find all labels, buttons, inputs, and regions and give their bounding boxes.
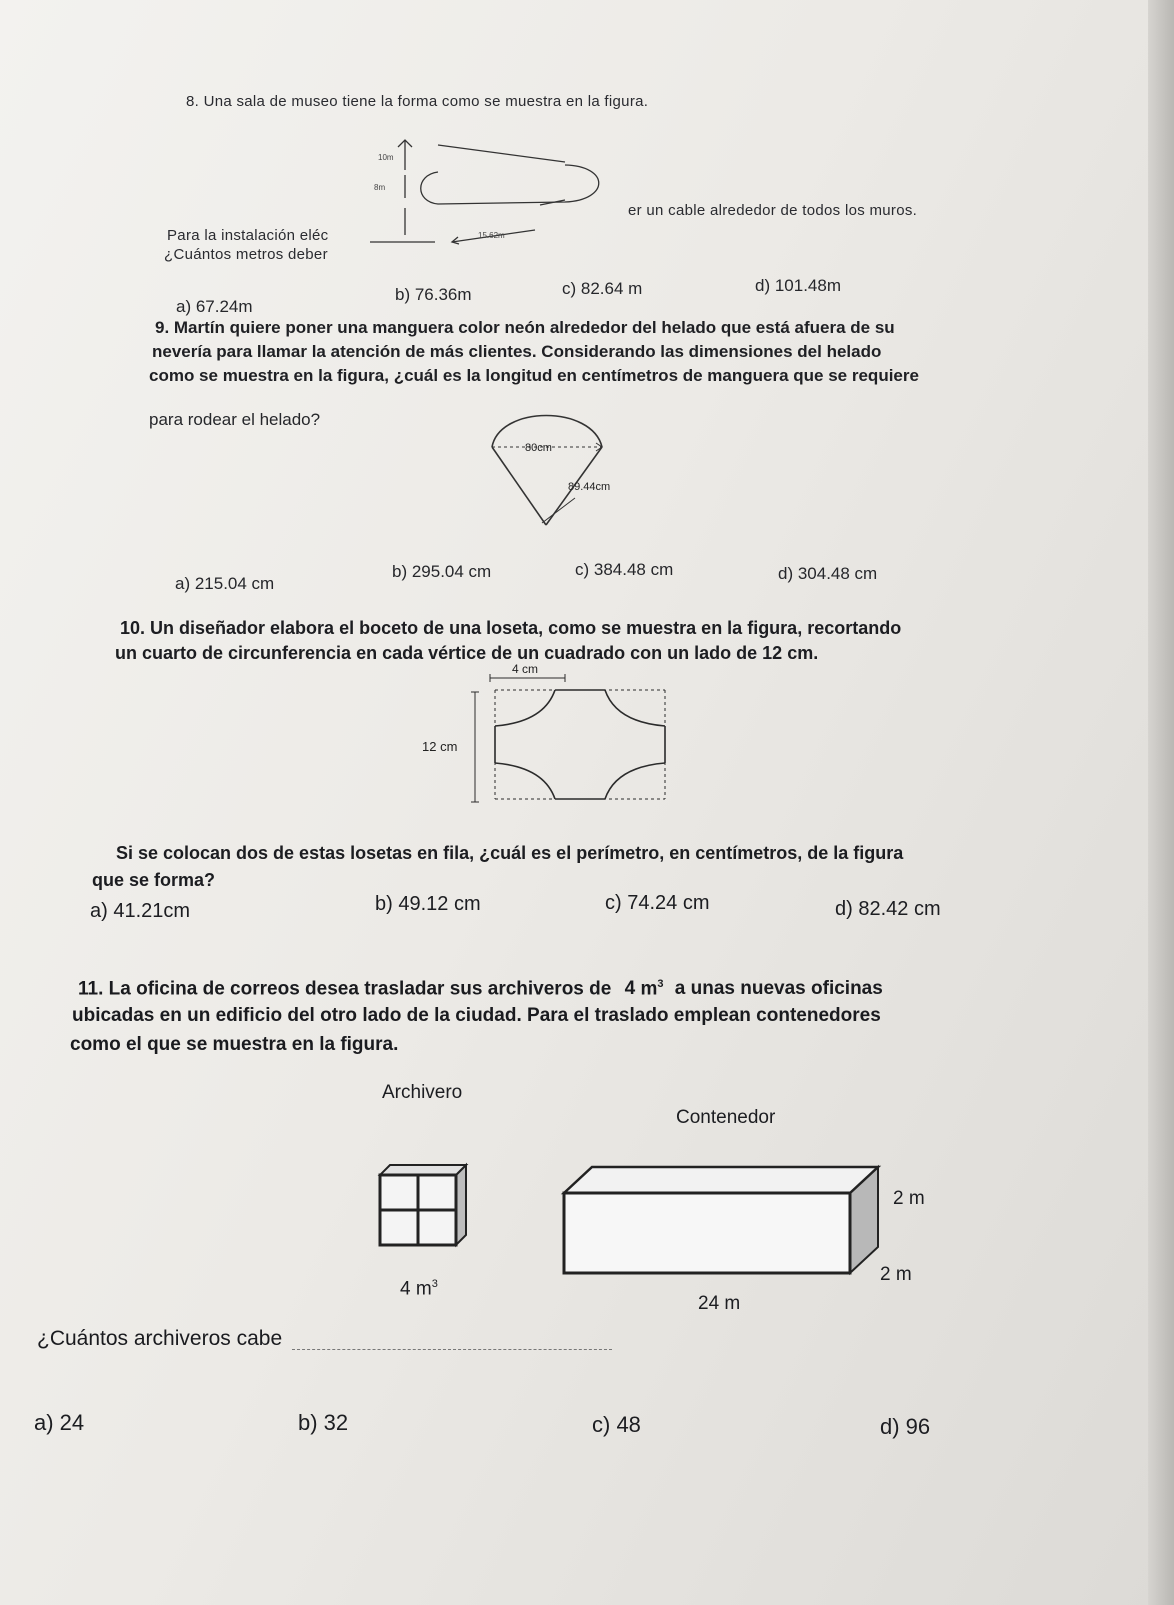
q8-text-left-2: ¿Cuántos metros deber <box>164 246 328 263</box>
q9-option-d: d) 304.48 cm <box>778 564 878 583</box>
q10-line-1: 10. Un diseñador elabora el boceto de una loseta, como se muestra en la figura, recortando <box>120 618 902 638</box>
q11-archivero-title: Archivero <box>382 1082 463 1103</box>
q8-label-10m: 10m <box>378 153 394 162</box>
q9-label-89-44cm: 89.44cm <box>568 481 611 493</box>
q8-option-b: b) 76.36m <box>395 285 472 304</box>
q8-museum-figure <box>360 130 620 250</box>
q10-option-d: d) 82.42 cm <box>835 898 941 920</box>
q8-text-left-1: Para la instalación eléc <box>167 227 329 244</box>
q11-archivero-volume <box>400 1278 438 1300</box>
q9-option-a: a) 215.04 cm <box>175 574 275 593</box>
q11-option-d: d) 96 <box>880 1414 931 1439</box>
q10-option-c: c) 74.24 cm <box>605 892 710 914</box>
q8-option-a: a) 67.24m <box>176 297 253 316</box>
q10-line-2: un cuarto de circunferencia en cada vértice de un cuadrado con un lado de 12 cm. <box>115 643 819 663</box>
q11-archivero-volume-exp: 3 <box>431 1278 438 1290</box>
q11-contenedor-length: 24 m <box>698 1293 741 1314</box>
q11-option-b: b) 32 <box>298 1410 349 1435</box>
q9-option-c: c) 384.48 cm <box>575 560 674 579</box>
q8-option-d: d) 101.48m <box>755 276 841 295</box>
q11-volume-number: 4 <box>624 978 636 1000</box>
q10-question-2: que se forma? <box>92 870 216 890</box>
q11-line-1-post: a unas nuevas oficinas <box>674 978 883 1000</box>
q10-tile-figure <box>420 662 690 812</box>
q10-label-12cm: 12 cm <box>422 739 458 754</box>
q11-line-1-pre: 11. La oficina de correos desea trasladar sus archiveros de <box>78 978 612 1000</box>
q9-ice-cream-figure <box>480 405 630 540</box>
q10-question-1: Si se colocan dos de estas losetas en fila, ¿cuál es el perímetro, en centímetros, de la figura <box>116 843 904 863</box>
q11-volume-exp: 3 <box>657 978 664 990</box>
q11-option-c: c) 48 <box>592 1412 641 1437</box>
q9-option-b: b) 295.04 cm <box>392 562 492 581</box>
q11-contenedor-height: 2 m <box>893 1188 925 1209</box>
q10-option-a: a) 41.21cm <box>90 900 191 922</box>
q11-archivero-volume-value: 4 m <box>400 1278 432 1300</box>
page-edge-shadow <box>1148 0 1174 1605</box>
q11-option-a: a) 24 <box>34 1410 85 1435</box>
q11-archivero-figure <box>374 1165 474 1260</box>
q8-text-right-1: er un cable alrededor de todos los muros. <box>628 202 918 219</box>
q11-contenedor-title: Contenedor <box>676 1107 776 1128</box>
q9-label-80cm: 80cm <box>525 442 552 454</box>
q9-line-3: como se muestra en la figura, ¿cuál es la longitud en centímetros de manguera que se requiere <box>149 366 919 385</box>
q8-stem: 8. Una sala de museo tiene la forma como se muestra en la figura. <box>186 93 649 110</box>
q10-label-4cm: 4 cm <box>512 662 539 676</box>
q11-line-1 <box>78 978 883 1000</box>
q11-line-2: ubicadas en un edificio del otro lado de la ciudad. Para el traslado emplean contenedores <box>72 1005 881 1026</box>
q9-line-4: para rodear el helado? <box>149 410 321 429</box>
q9-line-2: nevería para llamar la atención de más clientes. Considerando las dimensiones del helado <box>152 342 882 361</box>
q11-line-3: como el que se muestra en la figura. <box>70 1034 399 1055</box>
q8-option-c: c) 82.64 m <box>562 279 643 298</box>
q11-contenedor-depth: 2 m <box>880 1264 912 1285</box>
q11-answer-line <box>292 1349 612 1350</box>
q11-contenedor-figure <box>560 1155 880 1275</box>
q10-option-b: b) 49.12 cm <box>375 893 481 915</box>
q11-question: ¿Cuántos archiveros cabe <box>37 1327 283 1350</box>
q11-volume-unit: m <box>640 978 658 1000</box>
q8-label-8m: 8m <box>374 183 386 192</box>
q9-line-1: 9. Martín quiere poner una manguera color neón alrededor del helado que está afuera de su <box>155 318 895 337</box>
q8-label-15-62m: 15.62m <box>478 231 505 240</box>
